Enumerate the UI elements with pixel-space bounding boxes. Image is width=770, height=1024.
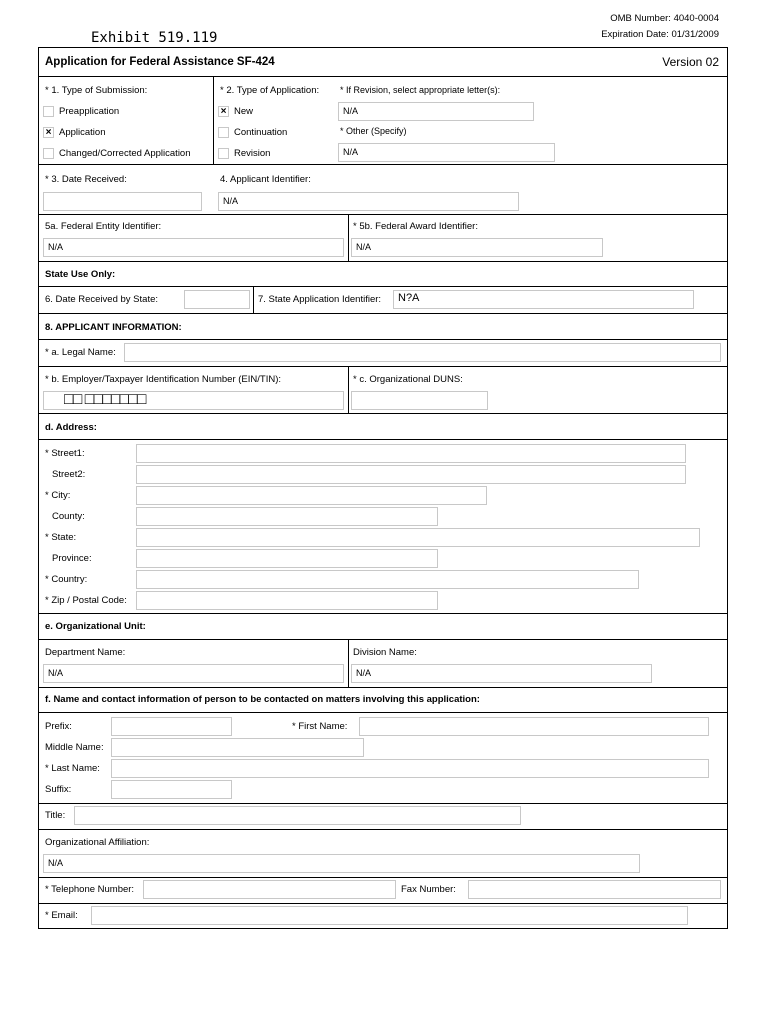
country-field[interactable] <box>136 570 639 589</box>
street1-label: * Street1: <box>45 448 85 459</box>
state-label: * State: <box>45 532 77 543</box>
continuation-label: Continuation <box>234 127 288 138</box>
division-name-field[interactable]: N/A <box>351 664 652 683</box>
fax-field[interactable] <box>468 880 721 899</box>
address-heading: d. Address: <box>45 422 97 433</box>
date-received-state-field[interactable] <box>184 290 250 309</box>
telephone-field[interactable] <box>143 880 396 899</box>
omb-number: OMB Number: 4040-0004 <box>610 13 719 24</box>
org-unit-heading: e. Organizational Unit: <box>45 621 146 632</box>
form-title: Application for Federal Assistance SF-424 <box>45 56 275 68</box>
date-received-state-label: 6. Date Received by State: <box>45 294 159 305</box>
application-label: Application <box>59 127 106 138</box>
federal-entity-label: 5a. Federal Entity Identifier: <box>45 221 162 232</box>
last-name-field[interactable] <box>111 759 709 778</box>
county-field[interactable] <box>136 507 438 526</box>
legal-name-label: * a. Legal Name: <box>45 347 116 358</box>
preapplication-checkbox[interactable] <box>43 106 54 117</box>
new-label: New <box>234 106 254 117</box>
suffix-label: Suffix: <box>45 784 72 795</box>
ein-label: * b. Employer/Taxpayer Identification Number (EIN/TIN): <box>45 374 282 385</box>
applicant-identifier-label: 4. Applicant Identifier: <box>220 174 311 185</box>
application-checkbox[interactable]: × <box>43 127 54 138</box>
type-application-label: * 2. Type of Application: <box>220 85 320 96</box>
first-name-label: * First Name: <box>292 721 348 732</box>
affiliation-label: Organizational Affiliation: <box>45 837 150 848</box>
title-field[interactable] <box>74 806 521 825</box>
division-name-label: Division Name: <box>353 647 417 658</box>
changed-corrected-label: Changed/Corrected Application <box>59 148 191 159</box>
zip-field[interactable] <box>136 591 438 610</box>
date-received-field[interactable] <box>43 192 202 211</box>
department-name-field[interactable]: N/A <box>43 664 344 683</box>
state-app-id-field[interactable]: N?A <box>393 290 694 309</box>
state-use-heading: State Use Only: <box>45 269 116 280</box>
middle-name-field[interactable] <box>111 738 364 757</box>
state-app-id-label: 7. State Application Identifier: <box>258 294 382 305</box>
city-label: * City: <box>45 490 71 501</box>
telephone-label: * Telephone Number: <box>45 884 135 895</box>
state-field[interactable] <box>136 528 700 547</box>
province-label: Province: <box>52 553 92 564</box>
federal-award-field[interactable]: N/A <box>351 238 603 257</box>
other-specify-label: * Other (Specify) <box>340 126 407 136</box>
province-field[interactable] <box>136 549 438 568</box>
county-label: County: <box>52 511 85 522</box>
prefix-label: Prefix: <box>45 721 72 732</box>
legal-name-field[interactable] <box>124 343 721 362</box>
zip-label: * Zip / Postal Code: <box>45 595 127 606</box>
revision-letter-label: * If Revision, select appropriate letter(s): <box>340 85 501 95</box>
prefix-field[interactable] <box>111 717 232 736</box>
suffix-field[interactable] <box>111 780 232 799</box>
email-label: * Email: <box>45 910 78 921</box>
other-specify-field[interactable]: N/A <box>338 143 555 162</box>
new-checkbox[interactable]: × <box>218 106 229 117</box>
exhibit-label: Exhibit 519.119 <box>91 30 218 46</box>
applicant-identifier-field[interactable]: N/A <box>218 192 519 211</box>
federal-award-label: * 5b. Federal Award Identifier: <box>353 221 478 232</box>
duns-label: * c. Organizational DUNS: <box>353 374 463 385</box>
revision-checkbox[interactable] <box>218 148 229 159</box>
department-name-label: Department Name: <box>45 647 126 658</box>
type-submission-label: * 1. Type of Submission: <box>45 85 148 96</box>
revision-letter-field[interactable]: N/A <box>338 102 534 121</box>
first-name-field[interactable] <box>359 717 709 736</box>
duns-field[interactable] <box>351 391 488 410</box>
middle-name-label: Middle Name: <box>45 742 104 753</box>
street1-field[interactable] <box>136 444 686 463</box>
country-label: * Country: <box>45 574 88 585</box>
ein-field[interactable]: □□ □□□□□□□ <box>43 391 344 410</box>
form-version: Version 02 <box>662 55 719 69</box>
changed-corrected-checkbox[interactable] <box>43 148 54 159</box>
city-field[interactable] <box>136 486 487 505</box>
expiration-date: Expiration Date: 01/31/2009 <box>601 29 719 40</box>
applicant-info-heading: 8. APPLICANT INFORMATION: <box>45 322 182 333</box>
street2-field[interactable] <box>136 465 686 484</box>
preapplication-label: Preapplication <box>59 106 120 117</box>
contact-heading: f. Name and contact information of person to be contacted on matters involving this application: <box>45 694 480 705</box>
fax-label: Fax Number: <box>401 884 456 895</box>
title-label: Title: <box>45 810 66 821</box>
date-received-label: * 3. Date Received: <box>45 174 127 185</box>
affiliation-field[interactable]: N/A <box>43 854 640 873</box>
street2-label: Street2: <box>52 469 86 480</box>
last-name-label: * Last Name: <box>45 763 100 774</box>
sf424-form <box>38 47 728 929</box>
federal-entity-field[interactable]: N/A <box>43 238 344 257</box>
revision-label: Revision <box>234 148 271 159</box>
email-field[interactable] <box>91 906 688 925</box>
continuation-checkbox[interactable] <box>218 127 229 138</box>
